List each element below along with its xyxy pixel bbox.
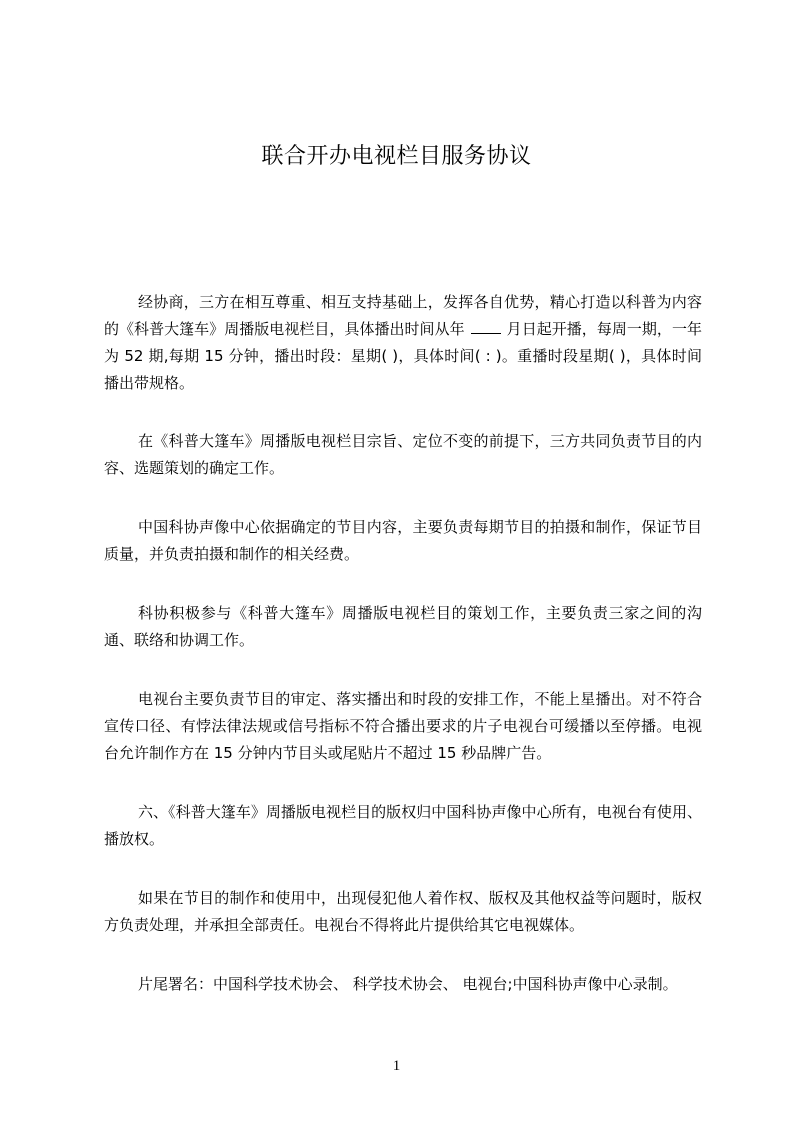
- paragraph-credits: 片尾署名：中国科学技术协会、 科学技术协会、 电视台;中国科协声像中心录制。: [138, 975, 678, 993]
- paragraph-text-after-blank: 月日起开播，每周一期，一年为 52 期,每期 15 分钟，播出时段：星期( )，具体时间( : )。重播时段星期( )，具体时间播出带规格。: [104, 320, 702, 392]
- paragraph-tv-station-duty: 电视台主要负责节目的审定、落实播出和时段的安排工作，不能上星播出。对不符合宣传口径、有悖法律法规或信号指标不符合播出要求的片子电视台可缓播以至停播。电视台允许制作方在 15 分钟内节目头或尾贴片不超过 15 秒品牌广告。: [104, 690, 702, 762]
- blank-fill-line: [471, 319, 501, 334]
- paragraph-copyright: 六、《科普大篷车》周播版电视栏目的版权归中国科协声像中心所有，电视台有使用、播放权。: [104, 803, 702, 848]
- paragraph-production-center-duty: 中国科协声像中心依据确定的节目内容，主要负责每期节目的拍摄和制作，保证节目质量，并负责拍摄和制作的相关经费。: [104, 518, 702, 563]
- document-title: 联合开办电视栏目服务协议: [261, 144, 532, 169]
- page-number: 1: [392, 1058, 401, 1074]
- paragraph-text-before-blank: 经协商，三方在相互尊重、相互支持基础上，发挥各自优势，精心打造以科普为内容的《科普大篷车》周播版电视栏目，具体播出时间从年: [104, 293, 702, 338]
- document-body: [104, 289, 702, 1030]
- paragraph-association-duty: 科协积极参与《科普大篷车》周播版电视栏目的策划工作，主要负责三家之间的沟通、联络和协调工作。: [104, 604, 702, 649]
- paragraph-infringement: 如果在节目的制作和使用中，出现侵犯他人着作权、版权及其他权益等问题时，版权方负责处理，并承担全部责任。电视台不得将此片提供给其它电视媒体。: [104, 889, 702, 934]
- paragraph-broadcast-schedule: [104, 289, 702, 397]
- paragraph-joint-responsibility: 在《科普大篷车》周播版电视栏目宗旨、定位不变的前提下，三方共同负责节目的内容、选题策划的确定工作。: [104, 432, 702, 477]
